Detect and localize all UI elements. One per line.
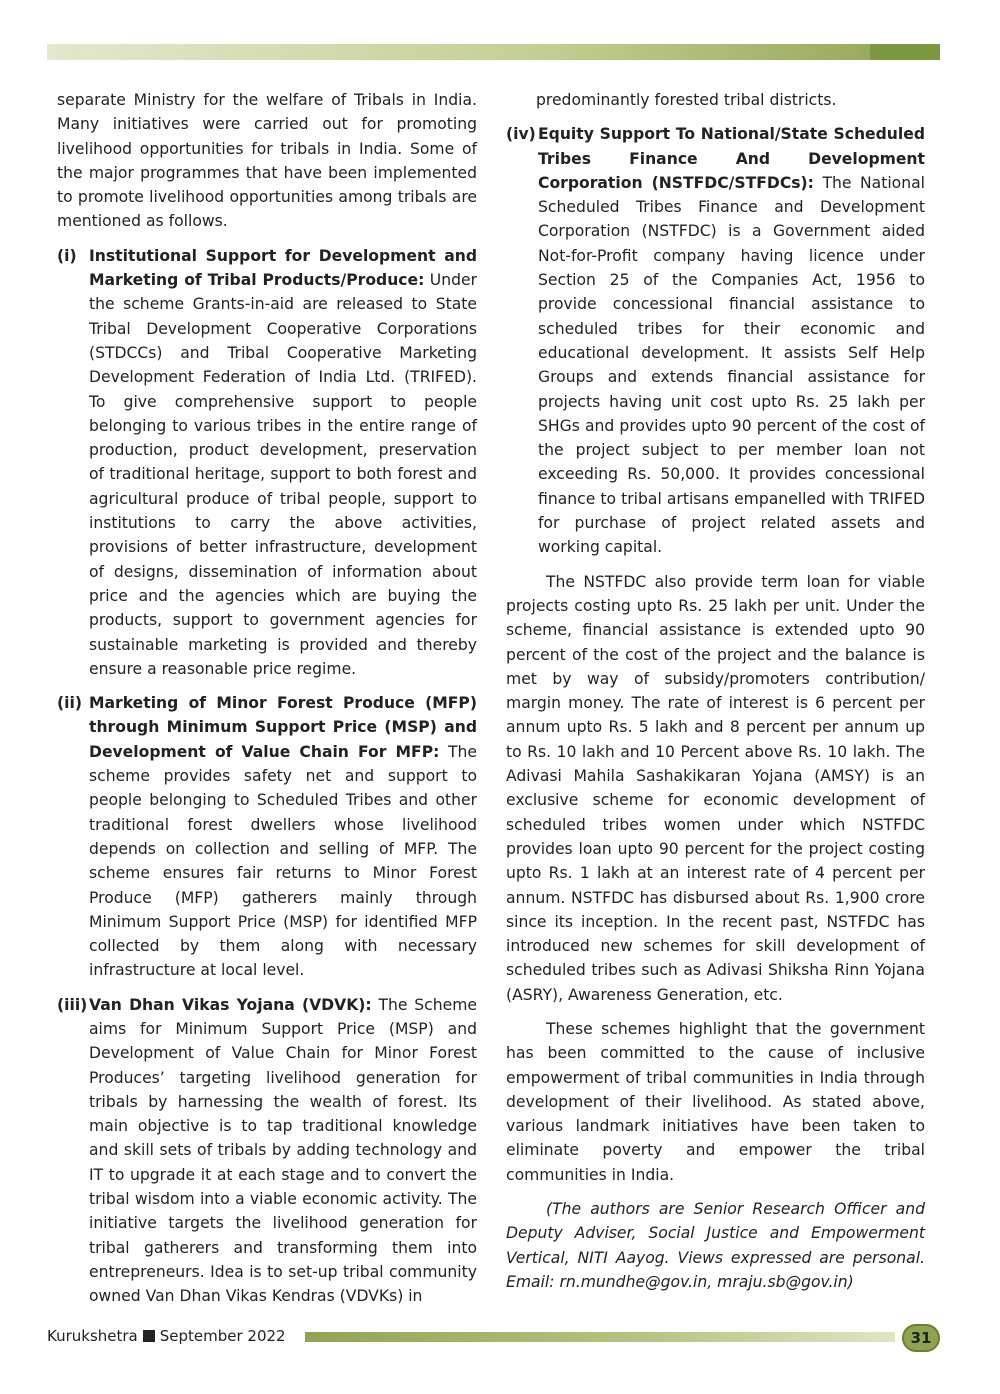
- square-separator-icon: [143, 1330, 155, 1342]
- list-item-iii: [57, 993, 477, 1309]
- magazine-name: Kurukshetra: [47, 1327, 138, 1345]
- conclusion-paragraph: These schemes highlight that the government has been committed to the cause of inclusive empowerment of tribal communities in India through development of their livelihood. As stated above, various landmark initiatives have been taken to eliminate poverty and empower the tribal communities in India.: [506, 1019, 925, 1184]
- left-column: [57, 88, 477, 1319]
- list-heading: Equity Support To National/State Scheduled Tribes Finance And Development Corporation (NSTFDC/STFDCs):: [538, 125, 925, 192]
- list-item-ii: [57, 691, 477, 983]
- list-number: (ii): [57, 694, 82, 713]
- list-body: The National Scheduled Tribes Finance and Development Corporation (NSTFDC) is a Government aided Not-for-Profit company having licence under Section 25 of the Companies Act, 1956 to provide concessional financial assistance to scheduled tribes for their economic and educational development. It assists Self Help Groups and extends financial assistance for projects having unit cost upto Rs. 25 lakh per SHGs and provides upto 90 percent of the cost of the project subject to per member loan not exceeding Rs. 50,000. It provides concessional finance to tribal artisans empanelled with TRIFED for purchase of project related assets and working capital.: [538, 173, 925, 557]
- list-body: The scheme provides safety net and support to people belonging to Scheduled Tribes and other traditional forest dwellers whose livelihood depends on collection and selling of MFP. The scheme ensures fair returns to Minor Forest Produce (MFP) gatherers mainly through Minimum Support Price (MSP) for identified MFP collected by them along with necessary infrastructure at local level.: [89, 742, 477, 980]
- continued-line: predominantly forested tribal districts.: [536, 91, 837, 109]
- list-item-i: [57, 244, 477, 681]
- page-footer: [47, 1324, 940, 1352]
- list-heading: Van Dhan Vikas Yojana (VDVK):: [89, 995, 372, 1014]
- footer-bar: [305, 1332, 895, 1342]
- list-heading: Institutional Support for Development and Marketing of Tribal Products/Produce:: [89, 246, 477, 290]
- list-item-iv: [506, 122, 925, 559]
- list-number: (i): [57, 246, 77, 265]
- header-bar-accent: [870, 44, 940, 60]
- body-paragraph: The NSTFDC also provide term loan for viable projects costing upto Rs. 25 lakh per unit. Under the scheme, financial assistance is extended upto 90 percent of the cost of the project and the balance is met by way of subsidy/promoters contribution/ margin money. The rate of interest is 6 percent per annum upto Rs. 5 lakh and 8 percent per annum up to Rs. 10 lakh and 10 Percent above Rs. 10 lakh. The Adivasi Mahila Sashakikaran Yojana (AMSY) is an exclusive scheme for economic development of scheduled tribes women under which NSTFDC provides loan upto 90 percent for the project costing upto Rs. 1 lakh at an interest rate of 4 percent per annum. NSTFDC has disbursed about Rs. 1,900 crore since its inception. In the recent past, NSTFDC has introduced new schemes for skill development of scheduled tribes such as Adivasi Shiksha Rinn Yojana (ASRY), Awareness Generation, etc.: [506, 572, 925, 1004]
- footer-masthead: [47, 1327, 286, 1345]
- page-number: 31: [902, 1324, 940, 1352]
- author-note: (The authors are Senior Research Officer and Deputy Adviser, Social Justice and Empowerment Vertical, NITI Aayog. Views expressed are personal. Email: rn.mundhe@gov.in, mraju.sb@gov.in): [506, 1200, 925, 1291]
- list-number: (iii): [57, 995, 88, 1014]
- list-heading: Marketing of Minor Forest Produce (MFP) through Minimum Support Price (MSP) and Development of Value Chain For MFP:: [89, 694, 477, 761]
- right-column: [506, 88, 925, 1304]
- list-number: (iv): [506, 125, 536, 144]
- issue-date: September 2022: [159, 1327, 286, 1345]
- intro-paragraph: separate Ministry for the welfare of Tribals in India. Many initiatives were carried out for promoting livelihood opportunities for tribals in India. Some of the major programmes that have been implemented to promote livelihood opportunities among tribals are mentioned as follows.: [57, 91, 477, 231]
- list-body: The Scheme aims for Minimum Support Price (MSP) and Development of Value Chain for Minor Forest Produces’ targeting livelihood generation for tribals by harnessing the wealth of forest. Its main objective is to tap traditional knowledge and skill sets of tribals by adding technology and IT to upgrade it at each stage and to convert the tribal wisdom into a viable economic activity. The initiative targets the livelihood generation for tribal gatherers and transforming them into entrepreneurs. Idea is to set-up tribal community owned Van Dhan Vikas Kendras (VDVKs) in: [89, 995, 477, 1306]
- list-body: Under the scheme Grants-in-aid are released to State Tribal Development Cooperative Corporations (STDCCs) and Tribal Cooperative Marketing Development Federation of India Ltd. (TRIFED). To give comprehensive support to people belonging to various tribes in the entire range of production, product development, preservation of traditional heritage, support to both forest and agricultural produce of tribal people, support to institutions to carry the above activities, provisions of better infrastructure, development of designs, dissemination of information about price and the agencies which are buying the products, support to government agencies for sustainable marketing is provided and thereby ensure a reasonable price regime.: [89, 271, 477, 678]
- header-bar: [47, 44, 940, 60]
